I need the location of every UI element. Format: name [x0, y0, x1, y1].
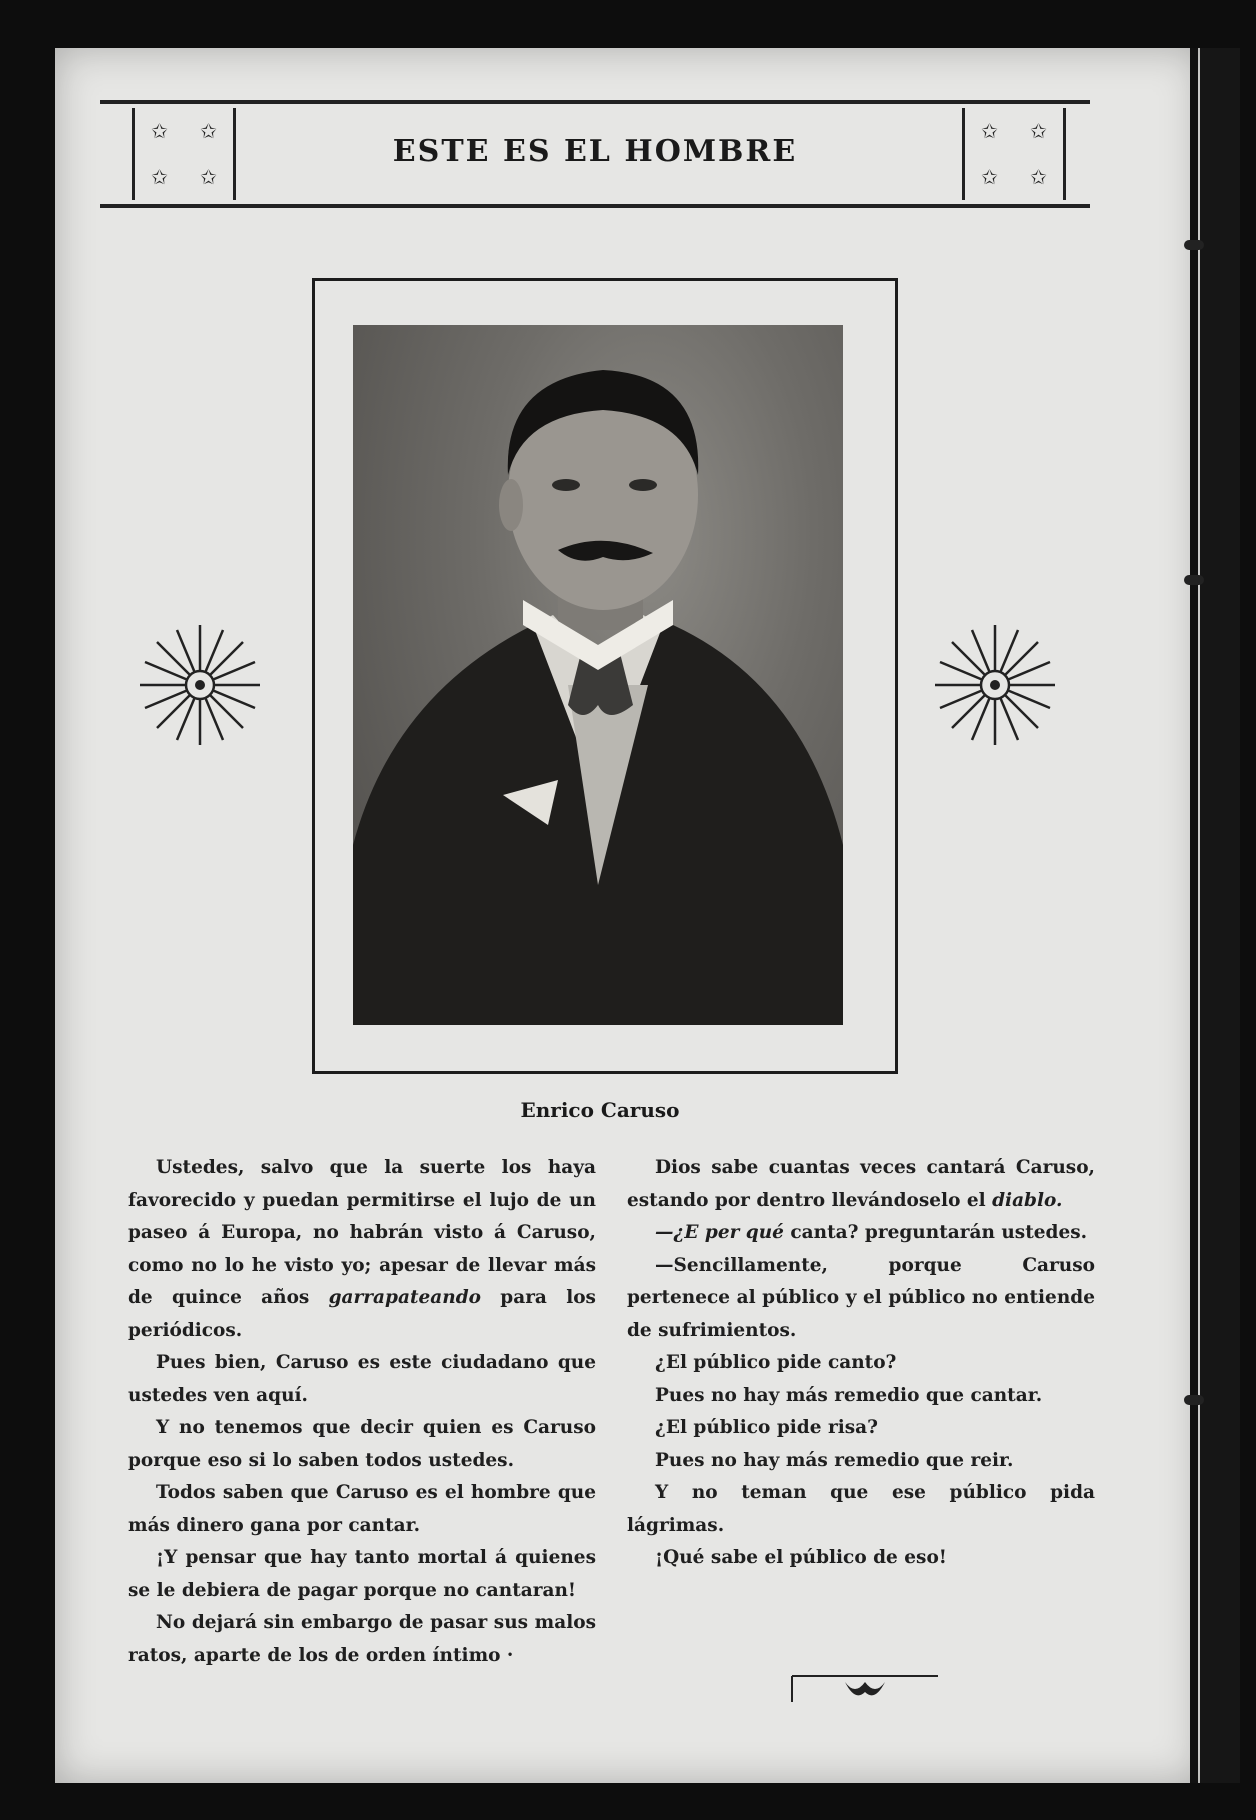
paragraph: Y no tenemos que decir quien es Caruso porque eso si lo saben todos ustedes. [128, 1417, 596, 1471]
article-right-column [627, 1152, 1095, 1575]
page-edge [1200, 48, 1240, 1783]
star-icon: ✩ [1030, 165, 1047, 189]
photo-caption: Enrico Caruso [520, 1098, 680, 1122]
paragraph: Pues no hay más remedio que cantar. [655, 1384, 1043, 1406]
page-title: ESTE ES EL HOMBRE [392, 134, 798, 169]
header-rule-bottom [100, 204, 1090, 208]
sun-ornament-icon [135, 620, 265, 750]
sun-ornament-icon [930, 620, 1060, 750]
header-rule-top [100, 100, 1090, 104]
paragraph: —Sencillamente, porque Caruso pertenece al público y el público no entiende de sufrimientos. [627, 1254, 1095, 1341]
portrait-photo [353, 325, 843, 1025]
binding-knob [1184, 575, 1204, 585]
star-box-left [132, 108, 236, 200]
paragraph: —¿E per qué canta? preguntarán ustedes. [655, 1222, 1088, 1243]
end-ornament-icon [790, 1668, 940, 1708]
paragraph: No dejará sin embargo de pasar sus malos ratos, aparte de los de orden íntimo · [128, 1612, 596, 1666]
portrait-illustration [353, 325, 843, 1025]
paragraph: ¡Y pensar que hay tanto mortal á quienes se le debiera de pagar porque no cantaran! [128, 1547, 596, 1601]
paragraph: Pues no hay más remedio que reir. [655, 1449, 1014, 1471]
paragraph: ¡Qué sabe el público de eso! [655, 1547, 947, 1568]
binding-spine [1190, 48, 1198, 1783]
binding-knob [1184, 240, 1204, 250]
star-icon: ✩ [151, 119, 168, 143]
paragraph: Dios sabe cuantas veces cantará Caruso, estando por dentro llevándoselo el diablo. [627, 1157, 1095, 1211]
star-icon: ✩ [981, 119, 998, 143]
star-box-right [962, 108, 1066, 200]
paragraph: Ustedes, salvo que la suerte los haya favorecido y puedan permitirse el lujo de un paseo á Europa, no habrán visto á Caruso, como no lo he visto yo; apesar de llevar más de quince años garrapateando para los periódicos. [128, 1157, 596, 1341]
article-left-column [128, 1152, 596, 1672]
star-icon: ✩ [200, 165, 217, 189]
star-icon: ✩ [151, 165, 168, 189]
paragraph: Y no teman que ese público pida lágrimas. [627, 1482, 1095, 1536]
paragraph: Pues bien, Caruso es este ciudadano que ustedes ven aquí. [128, 1352, 596, 1406]
star-icon: ✩ [1030, 119, 1047, 143]
binding-knob [1184, 1395, 1204, 1405]
paragraph: ¿El público pide risa? [655, 1417, 878, 1438]
paragraph: Todos saben que Caruso es el hombre que más dinero gana por cantar. [128, 1482, 596, 1536]
paragraph: ¿El público pide canto? [655, 1352, 897, 1373]
star-icon: ✩ [981, 165, 998, 189]
star-icon: ✩ [200, 119, 217, 143]
